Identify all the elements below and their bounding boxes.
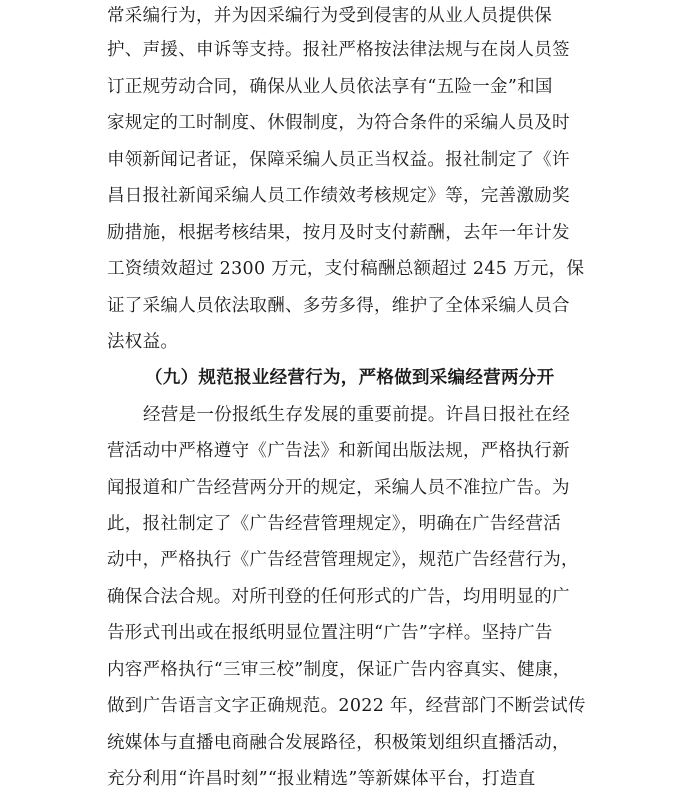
text-line: 经营是一份报纸生存发展的重要前提。许昌日报社在经 [143,405,571,425]
text-line: 充分利用“许昌时刻”“报业精选”等新媒体平台，打造直 [107,769,536,789]
text-line: 法权益。 [107,332,179,352]
text-line: 常采编行为，并为因采编行为受到侵害的从业人员提供保 [107,6,552,26]
section-heading-text: （九）规范报业经营行为，严格做到采编经营两分开 [145,368,555,388]
text-line: 营活动中严格遵守《广告法》和新闻出版法规，严格执行新 [107,441,570,461]
text-line: 做到广告语言文字正确规范。2022 年，经营部门不断尝试传 [107,696,586,716]
text-line: 统媒体与直播电商融合发展路径，积极策划组织直播活动， [107,733,570,753]
text-line: 励措施，根据考核结果，按月及时支付薪酬，去年一年计发 [107,223,570,243]
text-line: 工资绩效超过 2300 万元，支付稿酬总额超过 245 万元，保 [107,259,585,279]
text-line: 订正规劳动合同，确保从业人员依法享有“五险一金”和国 [107,77,553,97]
text-line: 护、声援、申诉等支持。报社严格按法律法规与在岗人员签 [107,40,570,60]
text-line: 此，报社制定了《广告经营管理规定》，明确在广告经营活 [107,514,562,534]
text-line: 确保合法合规。对所刊登的任何形式的广告，均用明显的广 [107,587,570,607]
text-line: 内容严格执行“三审三校”制度，保证广告内容真实、健康， [107,660,571,680]
text-line: 家规定的工时制度、休假制度，为符合条件的采编人员及时 [107,113,570,133]
text-line: 证了采编人员依法取酬、多劳多得，维护了全体采编人员合 [107,296,570,316]
text-line: 申领新闻记者证，保障采编人员正当权益。报社制定了《许 [107,150,570,170]
text-line: 动中，严格执行《广告经营管理规定》，规范广告经营行为， [107,550,579,570]
text-line: 昌日报社新闻采编人员工作绩效考核规定》等，完善激励奖 [107,186,570,206]
text-line: 告形式刊出或在报纸明显位置注明“广告”字样。坚持广告 [107,623,553,643]
text-line: 闻报道和广告经营两分开的规定，采编人员不准拉广告。为 [107,478,570,498]
